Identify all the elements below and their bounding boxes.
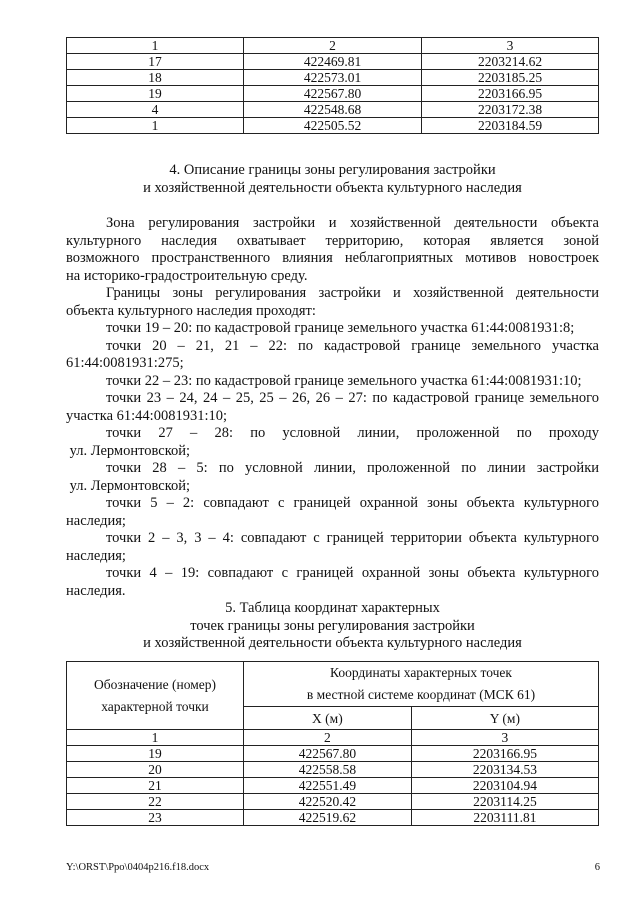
table-row [67, 810, 599, 826]
table-numbering-row [67, 730, 599, 746]
page-number: 6 [594, 862, 600, 873]
y-coordinate-cell: 2203166.95 [422, 86, 599, 102]
zone-description-paragraph [66, 215, 599, 285]
list-item: точки 27 – 28: по условной линии, проложенной по проходу [106, 425, 599, 441]
list-item-continuation: 61:44:0081931:275; [66, 355, 184, 371]
list-item: точки 22 – 23: по кадастровой границе земельного участка 61:44:0081931:10; [106, 372, 582, 389]
point-number-cell: 21 [67, 778, 244, 794]
point-number-cell: 19 [67, 746, 244, 762]
y-coordinate-cell: 2203214.62 [422, 54, 599, 70]
boundary-coordinates-table [66, 661, 599, 826]
point-designation-header [67, 662, 244, 730]
list-item: точки 23 – 24, 24 – 25, 25 – 26, 26 – 27: по кадастровой границе земельного [106, 390, 599, 406]
header-line: в местной системе координат (МСК 61) [306, 687, 536, 702]
table-header-cell: 1 [67, 38, 244, 54]
heading-line: и хозяйственной деятельности объекта культурного наследия [143, 179, 522, 196]
point-number-cell: 19 [67, 86, 244, 102]
x-coordinate-cell: 422520.42 [244, 794, 412, 810]
heading-line: 4. Описание границы зоны регулирования застройки [169, 162, 496, 178]
list-item-continuation: участка 61:44:0081931:10; [66, 407, 228, 424]
list-item: точки 2 – 3, 3 – 4: совпадают с границей территории объекта культурного [106, 530, 599, 546]
x-coordinate-cell: 422551.49 [244, 778, 412, 794]
paragraph-line: Границы зоны регулирования застройки и хозяйственной деятельности [106, 285, 599, 301]
y-coordinate-cell: 2203104.94 [411, 778, 598, 794]
table-row [67, 118, 599, 134]
table-header-row [67, 38, 599, 54]
heading-line: точек границы зоны регулирования застройки [190, 617, 475, 634]
x-coordinate-cell: 422519.62 [244, 810, 412, 826]
x-coordinate-cell: 422469.81 [244, 54, 422, 70]
numbering-cell: 1 [67, 730, 244, 746]
header-line: Обозначение (номер) [94, 676, 216, 692]
point-number-cell: 1 [67, 118, 244, 134]
table-row [67, 102, 599, 118]
point-number-cell: 23 [67, 810, 244, 826]
y-coordinate-cell: 2203166.95 [411, 746, 598, 762]
header-line: характерной точки [101, 698, 209, 714]
table-row [67, 762, 599, 778]
table-row [67, 54, 599, 70]
table-header-cell: 3 [422, 38, 599, 54]
list-item-continuation: наследия; [66, 547, 126, 564]
table-row [67, 746, 599, 762]
point-number-cell: 18 [67, 70, 244, 86]
boundary-items-list [66, 320, 599, 600]
x-coordinate-cell: 422548.68 [244, 102, 422, 118]
y-coordinate-cell: 2203184.59 [422, 118, 599, 134]
y-header: Y (м) [411, 707, 598, 730]
x-coordinate-cell: 422505.52 [244, 118, 422, 134]
paragraph-line: объекта культурного наследия проходят: [66, 302, 316, 319]
table-row [67, 86, 599, 102]
list-item-continuation: ул. Лермонтовской; [66, 442, 191, 459]
y-coordinate-cell: 2203114.25 [411, 794, 598, 810]
table-header-cell: 2 [244, 38, 422, 54]
x-coordinate-cell: 422558.58 [244, 762, 412, 778]
x-header: X (м) [244, 707, 412, 730]
x-coordinate-cell: 422567.80 [244, 86, 422, 102]
header-line: Координаты характерных точек [330, 665, 512, 680]
y-coordinate-cell: 2203172.38 [422, 102, 599, 118]
numbering-cell: 2 [244, 730, 412, 746]
list-item: точки 28 – 5: по условной линии, проложенной по линии застройки [106, 460, 599, 476]
list-item: точки 4 – 19: совпадают с границей охранной зоны объекта культурного [106, 565, 599, 581]
paragraph-line: возможного пространственного влияния неблагоприятных мотивов новостроек [66, 250, 599, 266]
list-item: точки 5 – 2: совпадают с границей охранной зоны объекта культурного [106, 495, 599, 511]
heading-line: 5. Таблица координат характерных [225, 600, 440, 616]
paragraph-line: Зона регулирования застройки и хозяйственной деятельности объекта [106, 215, 599, 231]
section-5-heading [66, 600, 599, 653]
point-number-cell: 4 [67, 102, 244, 118]
table-row [67, 794, 599, 810]
table-header-row [67, 662, 599, 707]
x-coordinate-cell: 422567.80 [244, 746, 412, 762]
x-coordinate-cell: 422573.01 [244, 70, 422, 86]
paragraph-line: культурного наследия охватывает территорию, которая является зоной [66, 232, 599, 249]
section-4-heading [66, 162, 599, 197]
file-path-footer: Y:\ORST\Ppo\0404p216.f18.docx [66, 862, 210, 873]
y-coordinate-cell: 2203134.53 [411, 762, 598, 778]
numbering-cell: 3 [411, 730, 598, 746]
y-coordinate-cell: 2203111.81 [411, 810, 598, 826]
coordinates-table-continued [66, 37, 599, 134]
table-row [67, 70, 599, 86]
point-number-cell: 17 [67, 54, 244, 70]
list-item: точки 19 – 20: по кадастровой границе земельного участка 61:44:0081931:8; [106, 320, 575, 336]
list-item: точки 20 – 21, 21 – 22: по кадастровой границе земельного участка [106, 337, 599, 354]
point-number-cell: 20 [67, 762, 244, 778]
list-item-continuation: ул. Лермонтовской; [66, 477, 191, 494]
y-coordinate-cell: 2203185.25 [422, 70, 599, 86]
coordinates-header [244, 662, 599, 707]
paragraph-line: на историко-градостроительную среду. [66, 267, 308, 284]
table-row [67, 778, 599, 794]
list-item-continuation: наследия. [66, 582, 126, 599]
boundary-intro-paragraph [66, 285, 599, 320]
heading-line: и хозяйственной деятельности объекта культурного наследия [143, 635, 522, 651]
list-item-continuation: наследия; [66, 512, 126, 529]
point-number-cell: 22 [67, 794, 244, 810]
